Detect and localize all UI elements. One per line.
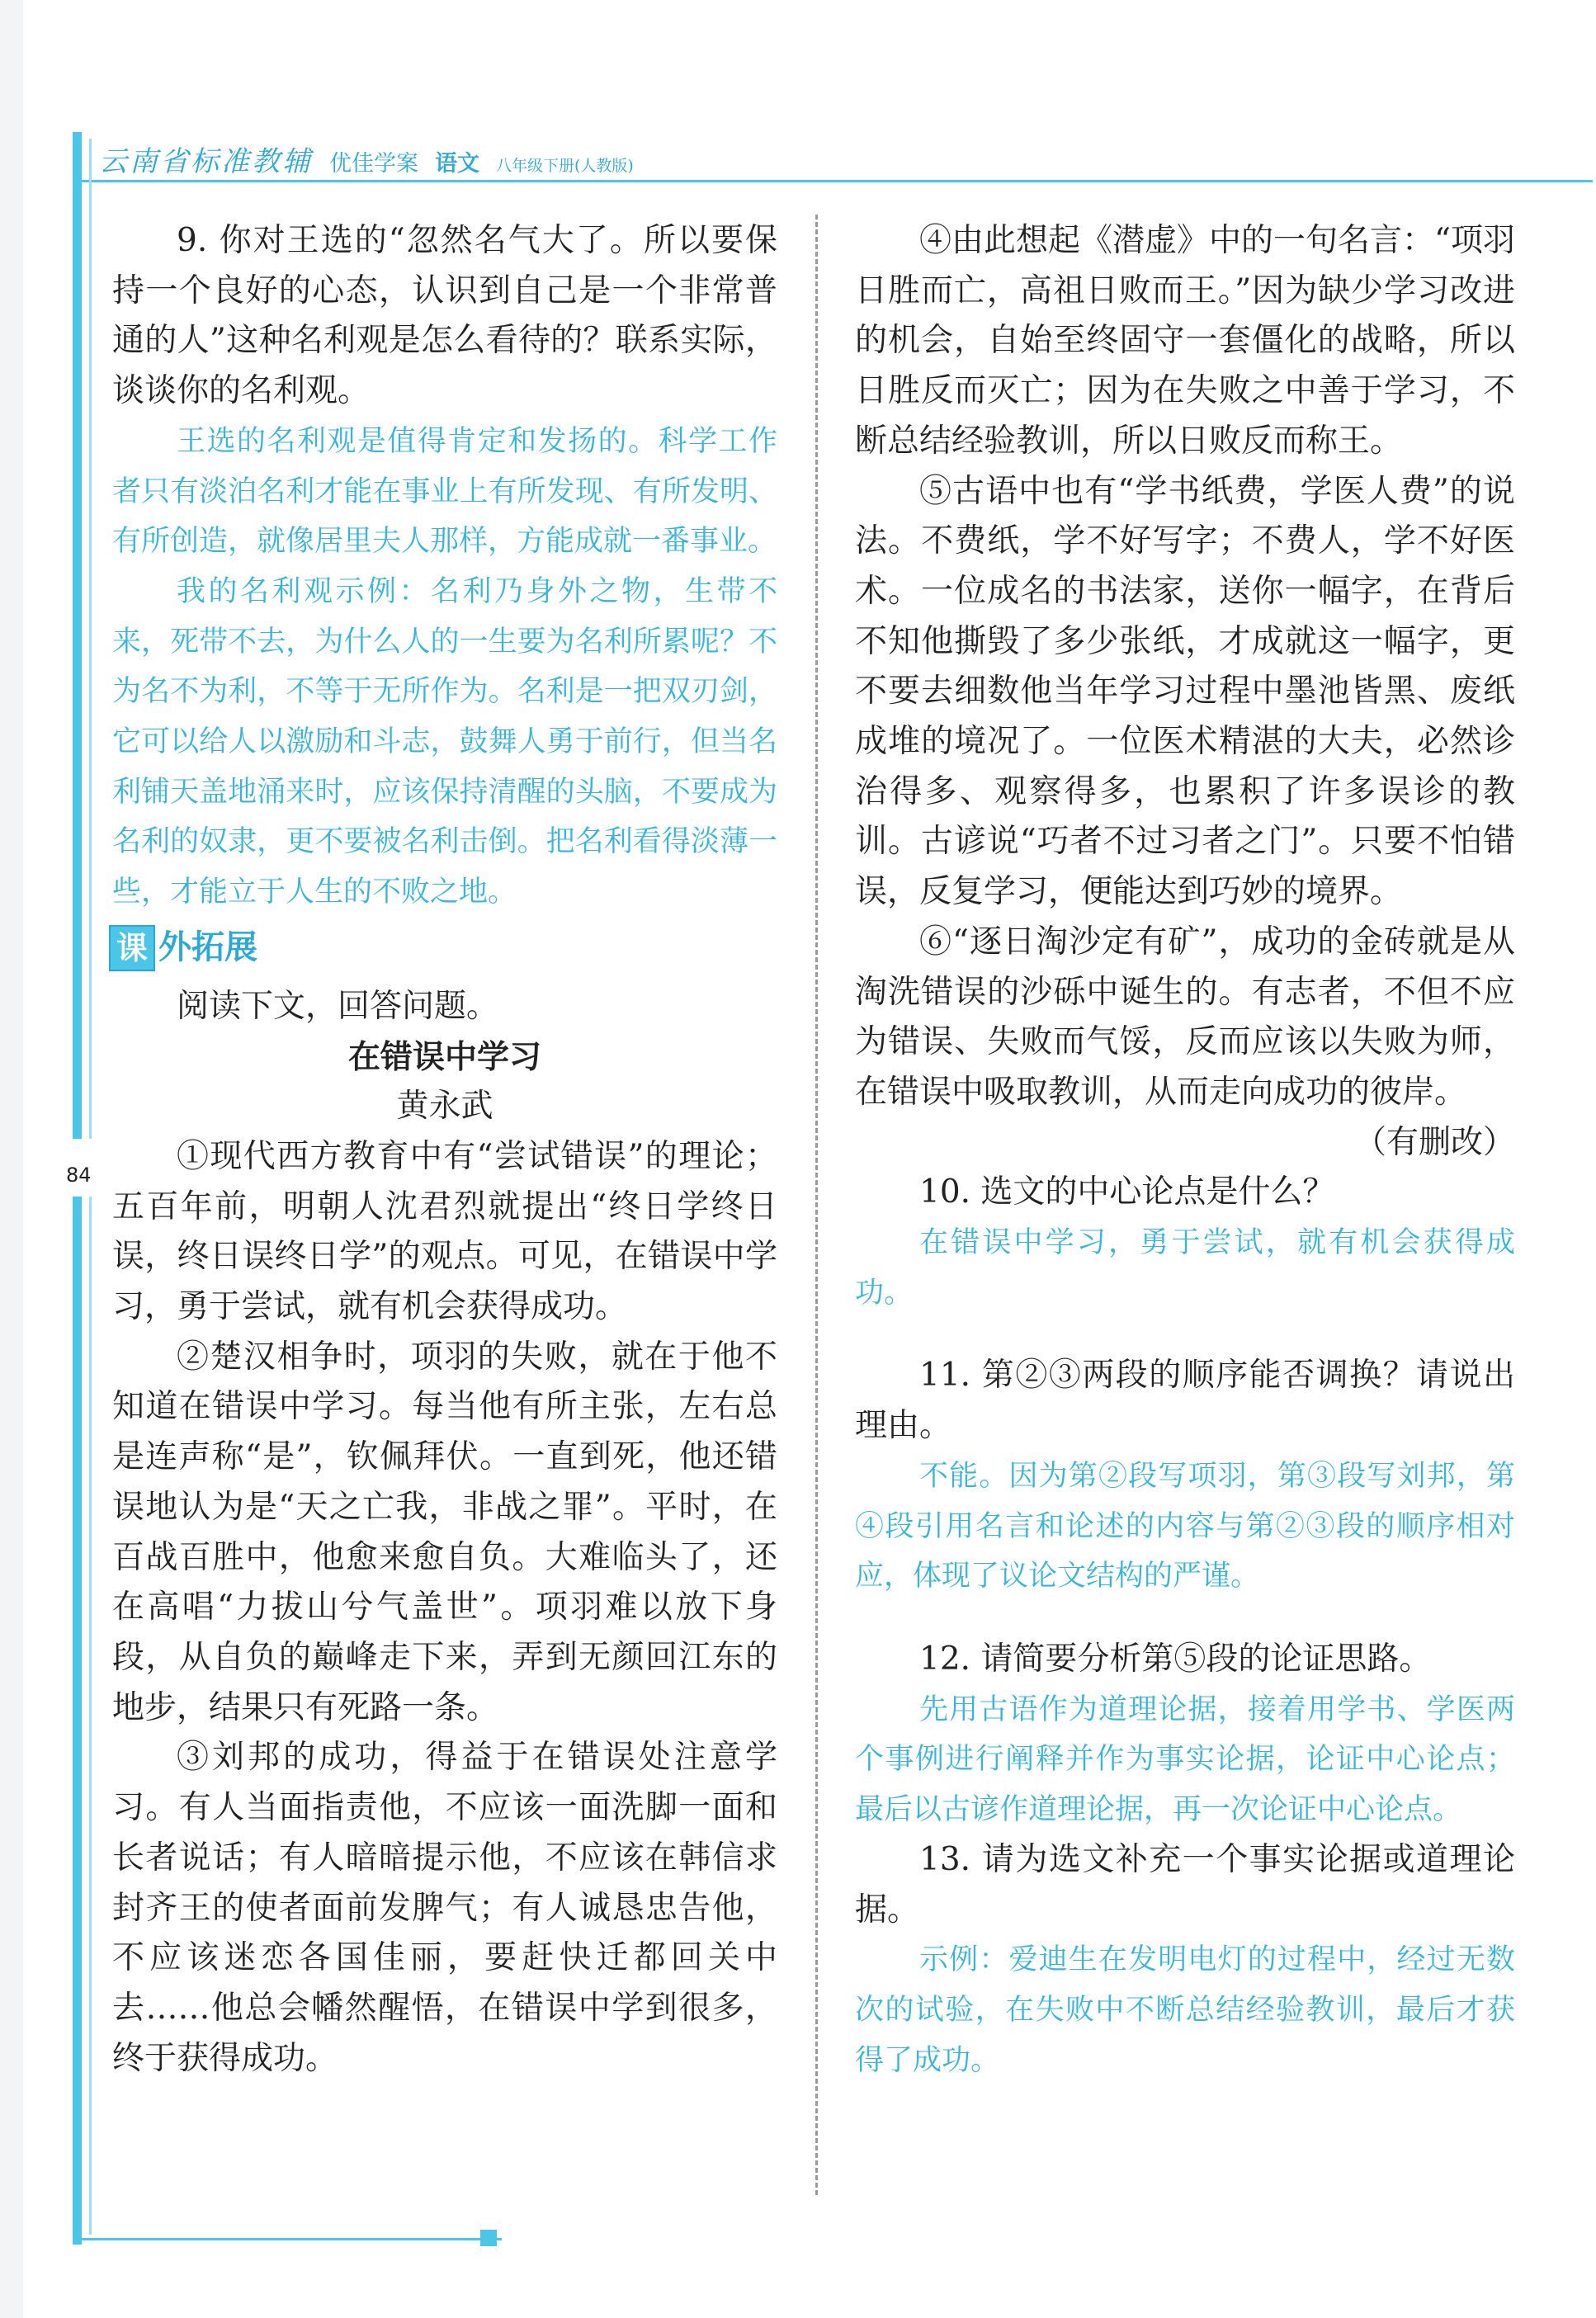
answer-12: 先用古语作为道理论据，接着用学书、学医两个事例进行阐释并作为事实论据，论证中心论点；最后以古谚作道理论据，再一次论证中心论点。: [855, 1692, 1515, 1827]
article-paragraph-2: ②楚汉相争时，项羽的失败，就在于他不知道在错误中学习。每当他有所主张，左右总是连声称“是”，钦佩拜伏。一直到死，他还错误地认为是“天之亡我，非战之罪”。平时，在百战百胜中，他愈来愈自负。大难临头了，还在高唱“力拔山兮气盖世”。项羽难以放下身段，从自负的巅峰走下来，弄到无颜回江东的地步，结果只有死路一条。: [112, 1338, 777, 1726]
article-paragraph-3: ③刘邦的成功，得益于在错误处注意学习。有人当面指责他，不应该一面洗脚一面和长者说话；有人暗暗提示他，不应该在韩信求封齐王的使者面前发脾气；有人诚恳忠告他，不应该迷恋各国佳丽，要赶快迁都回关中去……他总会幡然醒悟，在错误中学到很多，终于获得成功。: [112, 1739, 777, 2077]
subject-name: 语文: [435, 151, 479, 177]
footer-rule: [73, 2238, 502, 2240]
article-paragraph-4: ④由此想起《潜虚》中的一句名言：“项羽日胜而亡，高祖日败而王。”因为缺少学习改进的机会，自始至终固守一套僵化的战略，所以日胜反而灭亡；因为在失败之中善于学习，不断总结经验教训，所以日败反而称王。: [855, 222, 1515, 460]
header-rule: [73, 180, 1593, 182]
grade-name: 八年级下册(人教版): [496, 157, 634, 175]
question-9: 9. 你对王选的“忽然名气大了。所以要保持一个良好的心态，认识到自己是一个非常普通的人”这种名利观是怎么看待的？联系实际，谈谈你的名利观。: [112, 222, 777, 410]
article-paragraph-5: ⑤古语中也有“学书纸费，学医人费”的说法。不费纸，学不好写字；不费人，学不好医术。一位成名的书法家，送你一幅字，在背后不知他撕毁了多少张纸，才成就这一幅字，更不要去细数他当年学习过程中墨池皆黑、废纸成堆的境况了。一位医术精湛的大夫，必然诊治得多、观察得多，也累积了许多误诊的教训。古谚说“巧者不过习者之门”。只要不怕错误，反复学习，便能达到巧妙的境界。: [855, 472, 1515, 911]
page-number: 84: [66, 1164, 92, 1187]
right-column: [855, 216, 1515, 2085]
answer-10: 在错误中学习，勇于尝试，就有机会获得成功。: [855, 1226, 1515, 1310]
section-title: 外拓展: [158, 928, 257, 967]
book-name: 优佳学案: [329, 151, 418, 177]
answer-13: 示例：爱迪生在发明电灯的过程中，经过无数次的试验，在失败中不断总结经验教训，最后才获得了成功。: [855, 1943, 1515, 2077]
answer-9-part2: 我的名利观示例：名利乃身外之物，生带不来，死带不去，为什么人的一生要为名利所累呢？不为名不为利，不等于无所作为。名利是一把双刃剑，它可以给人以激励和斗志，鼓舞人勇于前行，但当名利铺天盖地涌来时，应该保持清醒的头脑，不要成为名利的奴隶，更不要被名利击倒。把名利看得淡薄一些，才能立于人生的不败之地。: [112, 574, 777, 909]
question-11: 11. 第②③两段的顺序能否调换？请说出理由。: [855, 1357, 1515, 1445]
article-paragraph-1: ①现代西方教育中有“尝试错误”的理论；五百年前，明朝人沈君烈就提出“终日学终日误，终日误终日学”的观点。可见，在错误中学习，勇于尝试，就有机会获得成功。: [112, 1137, 777, 1326]
source-note: （有删改）: [1353, 1123, 1515, 1161]
question-13: 13. 请为选文补充一个事实论据或道理论据。: [855, 1840, 1515, 1929]
answer-9-part1: 王选的名利观是值得肯定和发扬的。科学工作者只有淡泊名利才能在事业上有所发现、有所发明、有所创造，就像居里夫人那样，方能成就一番事业。: [112, 424, 777, 559]
page-header: [99, 139, 634, 179]
reading-instruction: 阅读下文，回答问题。: [177, 987, 499, 1025]
article-title: 在错误中学习: [347, 1037, 541, 1076]
section-icon: 课: [109, 925, 155, 971]
series-name: 云南省标准教辅: [99, 145, 313, 178]
column-divider: [815, 215, 818, 2195]
question-10: 10. 选文的中心论点是什么？: [919, 1173, 1335, 1211]
question-12: 12. 请简要分析第⑤段的论证思路。: [919, 1640, 1432, 1678]
footer-square: [480, 2230, 497, 2246]
article-author: 黄永武: [396, 1088, 493, 1126]
left-column: [112, 216, 777, 2084]
page-edge: [0, 0, 23, 2318]
section-heading: [109, 923, 777, 974]
answer-11: 不能。因为第②段写项羽，第③段写刘邦，第④段引用名言和论述的内容与第②③段的顺序相对应，体现了议论文结构的严谨。: [855, 1459, 1515, 1593]
article-paragraph-6: ⑥“逐日淘沙定有矿”，成功的金砖就是从淘洗错误的沙砾中诞生的。有志者，不但不应为错误、失败而气馁，反而应该以失败为师，在错误中吸取教训，从而走向成功的彼岸。: [855, 923, 1515, 1111]
